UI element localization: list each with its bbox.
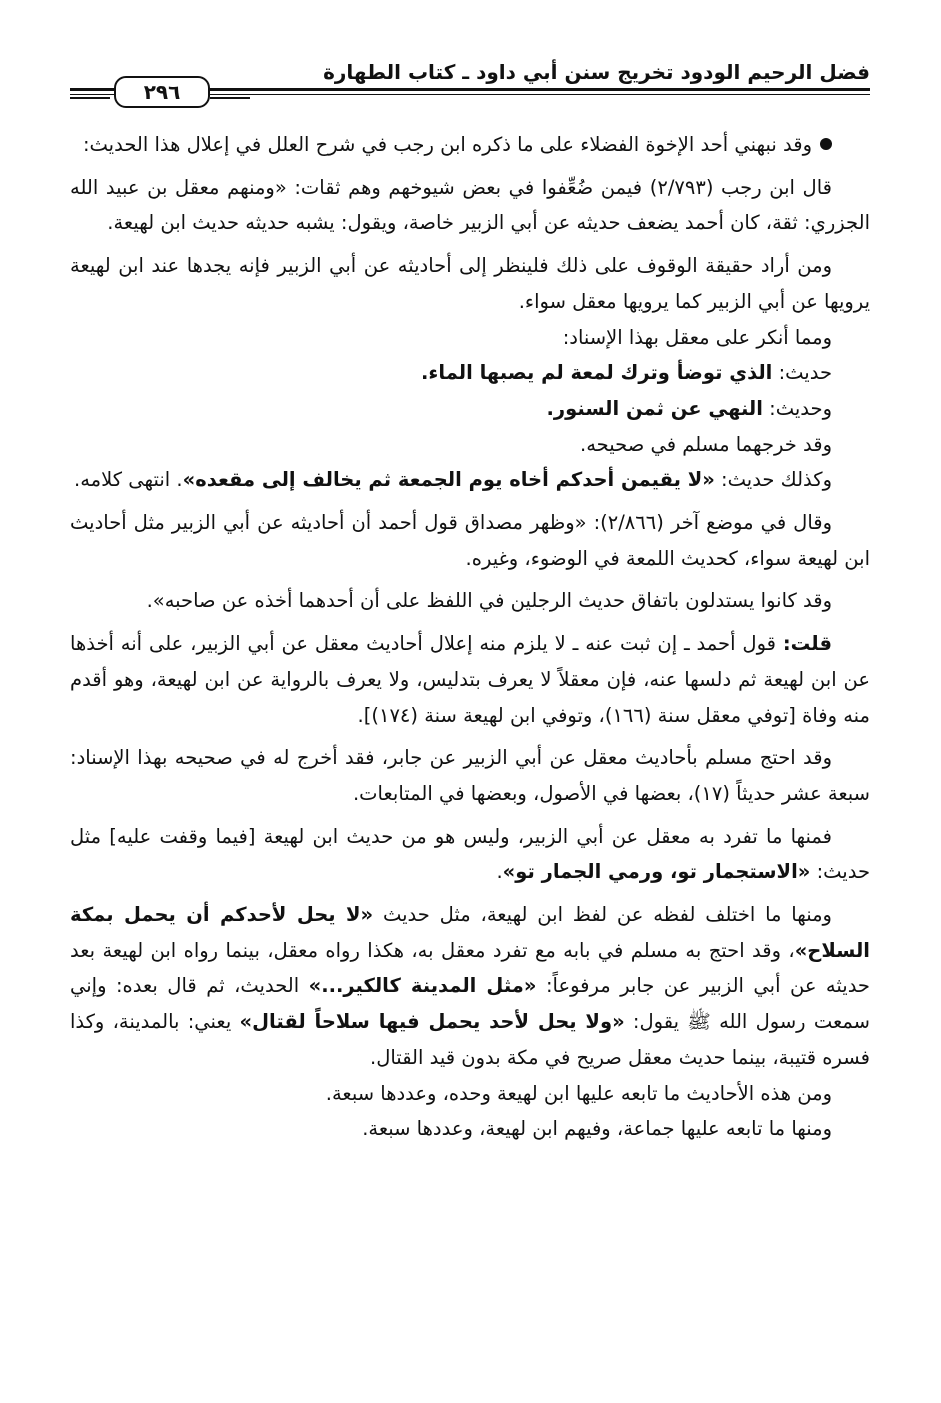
hadith-text: «الاستجمار تو، ورمي الجمار تو» <box>502 860 811 884</box>
hadith-line: حديث: الذي توضأ وترك لمعة لم يصبها الماء. <box>421 361 832 385</box>
paragraph: قال ابن رجب (٢/٧٩٣) فيمن ضُعِّفوا في بعض شيوخهم وهم ثقات: «ومنهم معقل بن عبيد الله الجزري: ثقة، كان أحمد يضعف حديثه عن أبي الزبير خاصة، ويقول: يشبه حديثه حديث ابن لهيعة. <box>70 175 870 235</box>
paragraph: ومن أراد حقيقة الوقوف على ذلك فلينظر إلى أحاديثه عن أبي الزبير فإنه يجدها عند ابن لهيعة يرويها عن أبي الزبير كما يرويها معقل سواء. <box>70 254 870 313</box>
paragraph: وقد احتج مسلم بأحاديث معقل عن أبي الزبير عن جابر، فقد أخرج له في صحيحه بهذا الإسناد: سبعة عشر حديثاً (١٧)، بعضها في الأصول، وبعضها في المتابعات. <box>70 746 870 805</box>
qultu-label: قلت: <box>782 632 833 656</box>
hadith-text: «لا يحل لأحدكم أن يحمل بمكة السلاح» <box>70 903 870 962</box>
paragraph: ومنها ما اختلف لفظه عن لفظ ابن لهيعة، مثل حديث «لا يحل لأحدكم أن يحمل بمكة السلاح»، وقد احتج به مسلم في بابه مع تفرد معقل به، هكذا رواه معقل، بينما رواه ابن لهيعة بعد حديثه عن أبي الزبير عن جابر مرفوعاً: «مثل المدينة كالكير...» الحديث، ثم قال بعده: وإني سمعت رسول الله ﷺ يقول: «ولا يحل لأحد يحمل فيها سلاحاً لقتال» يعني: بالمدينة، وكذا فسره قتيبة، بينما حديث معقل صريح في مكة بدون قيد القتال. <box>70 903 870 1069</box>
page-number: ٢٩٦ <box>143 80 181 104</box>
paragraph: ومن هذه الأحاديث ما تابعه عليها ابن لهيعة وحده، وعددها سبعة. <box>325 1081 832 1105</box>
page-number-box <box>114 76 210 108</box>
paragraph: وقد كانوا يستدلون باتفاق حديث الرجلين في اللفظ على أن أحدهما أخذه عن صاحبه». <box>146 589 832 613</box>
hadith-line: وحديث: النهي عن ثمن السنور. <box>546 396 832 420</box>
paragraph: وقد نبهني أحد الإخوة الفضلاء على ما ذكره ابن رجب في شرح العلل في إعلال هذا الحديث: <box>70 127 870 163</box>
paragraph: وقال في موضع آخر (٢/٨٦٦): «وظهر مصداق قول أحمد أن أحاديثه عن أبي الزبير مثل أحاديث ابن لهيعة سواء، كحديث اللمعة في الوضوء، وغيره. <box>70 511 870 570</box>
hadith-text: «لا يقيمن أحدكم أخاه يوم الجمعة ثم يخالف إلى مقعده» <box>182 468 715 492</box>
paragraph: وقد خرجهما مسلم في صحيحه. <box>580 432 832 456</box>
ornament-lines-right <box>210 88 250 99</box>
body-text <box>70 127 870 1147</box>
page-number-ornament <box>70 76 250 106</box>
page-header <box>70 56 870 106</box>
ornament-lines-left <box>70 88 110 99</box>
paragraph: فمنها ما تفرد به معقل عن أبي الزبير، وليس هو من حديث ابن لهيعة [فيما وقفت عليه] مثل حديث: «الاستجمار تو، ورمي الجمار تو». <box>70 824 870 884</box>
bullet-icon <box>820 138 832 150</box>
hadith-text: «ولا يحل لأحد يحمل فيها سلاحاً لقتال» <box>239 1010 625 1034</box>
hadith-text: الذي توضأ وترك لمعة لم يصبها الماء. <box>421 361 773 385</box>
running-title: فضل الرحيم الودود تخريج سنن أبي داود ـ كتاب الطهارة <box>323 60 870 84</box>
paragraph: ومما أنكر على معقل بهذا الإسناد: <box>562 325 832 349</box>
paragraph: ومنها ما تابعه عليها جماعة، وفيهم ابن لهيعة، وعددها سبعة. <box>362 1117 832 1141</box>
hadith-text: «مثل المدينة كالكير...» <box>308 974 537 998</box>
hadith-text: النهي عن ثمن السنور. <box>546 396 763 420</box>
paragraph: وكذلك حديث: «لا يقيمن أحدكم أخاه يوم الجمعة ثم يخالف إلى مقعده». انتهى كلامه. <box>74 468 832 492</box>
paragraph: قلت: قول أحمد ـ إن ثبت عنه ـ لا يلزم منه إعلال أحاديث معقل عن أبي الزبير، على أنه أخذها عن ابن لهيعة ثم دلسها عنه، فإن معقلاً لا يعرف بتدليس، ولا يعرف بالرواية عن ابن لهيعة، وهو أقدم منه وفاة [توفي معقل سنة (١٦٦)، وتوفي ابن لهيعة سنة (١٧٤)]. <box>70 632 870 727</box>
